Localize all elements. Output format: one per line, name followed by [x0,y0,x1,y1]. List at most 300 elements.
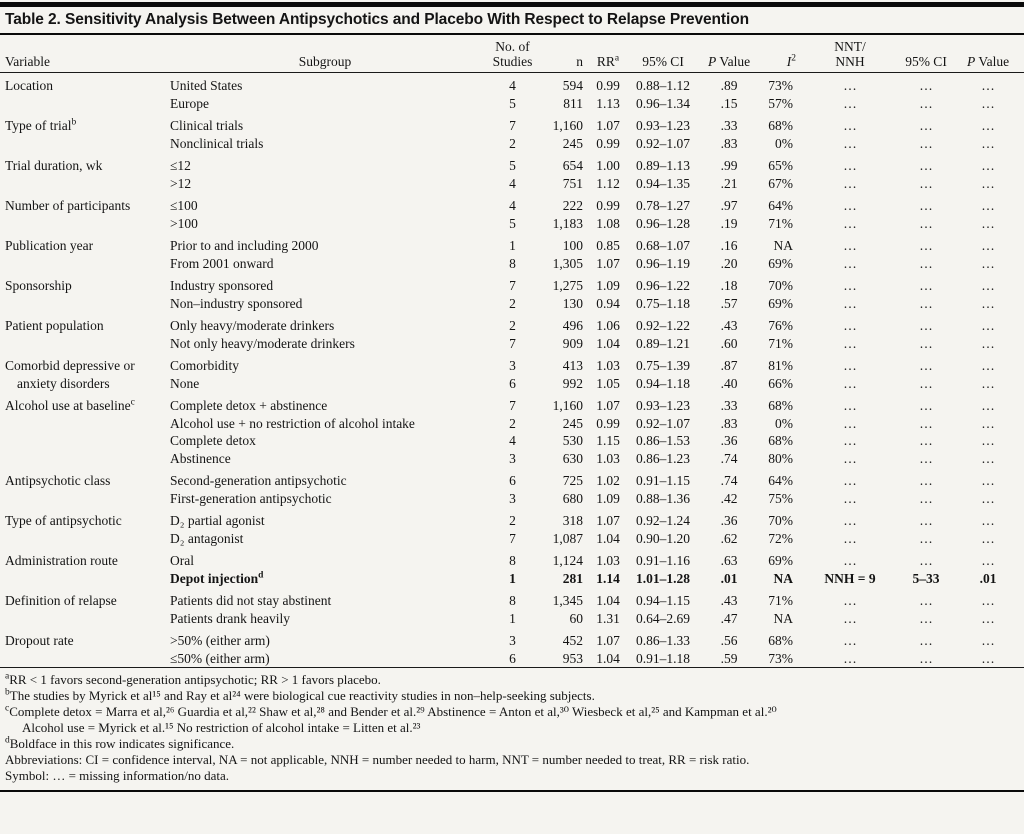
cell-rr: 1.00 [596,158,620,173]
cell-no-of-studies: 5 [509,158,516,173]
table-row [0,610,1024,628]
cell-no-of-studies: 2 [509,295,516,311]
bottom-rule [0,790,1024,792]
cell-95ci: 0.96–1.19 [636,255,690,271]
cell-variable: Type of antipsychotic [5,513,122,528]
cell-variable: Trial duration, wk [5,158,103,173]
cell-rr: 1.04 [596,593,620,608]
cell-p-value: .89 [720,78,738,93]
col-header-variable [0,35,170,73]
cell-n: 318 [562,513,583,528]
table-row [0,570,1024,588]
cell-p-value: .15 [720,95,738,111]
cell-95ci: 0.86–1.23 [636,450,690,466]
cell-subgroup: None [170,375,200,391]
cell-i-squared: 80% [768,450,793,466]
cell-p-value: .21 [720,175,738,191]
cell-nnt-nnh: NNH = 9 [824,570,876,586]
cell-95ci: 0.94–1.35 [636,175,690,191]
cell-p-value: .01 [720,570,738,586]
cell-subgroup: Second-generation antipsychotic [170,473,347,488]
cell-subgroup: Not only heavy/moderate drinkers [170,335,355,351]
cell-p-value: .47 [720,610,738,626]
cell-no-of-studies: 8 [509,255,516,271]
cell-i-squared: 64% [768,473,793,488]
col-header-label: Variable [5,54,50,69]
cell-95ci: 0.78–1.27 [636,198,690,213]
cell-p-value-2: … [981,158,995,173]
cell-i-squared: NA [773,610,793,626]
table-row [0,192,1024,215]
cell-i-squared: 68% [768,433,793,448]
cell-95ci: 0.94–1.18 [636,375,690,391]
footnote: $^c$Complete detox = Marra et al,²⁶ Guardia et al,²² Shaw et al,²⁸ and Bender et al.²⁹ Abstinence = Anton et al,³⁰ Wiesbeck et al,²⁵ and Kampman et al.²⁰ [5,703,777,719]
cell-95ci-2: … [919,513,933,528]
footnote: Alcohol use = Myrick et al.¹⁵ No restriction of alcohol intake = Litten et al.²³ [22,720,421,735]
cell-95ci: 0.90–1.20 [636,530,690,546]
col-header-n [545,35,588,73]
cell-i-squared: 67% [768,175,793,191]
cell-nnt-nnh: … [843,318,857,333]
cell-n: 100 [562,238,583,253]
cell-i-squared: 71% [768,335,793,351]
col-header-label: n [576,54,583,69]
cell-p-value-2: … [981,215,995,231]
table-row [0,232,1024,255]
cell-variable: Location [5,78,53,93]
cell-nnt-nnh: … [843,238,857,253]
cell-95ci: 0.91–1.15 [636,473,690,488]
cell-n: 496 [562,318,583,333]
cell-95ci-2: … [919,118,933,133]
cell-95ci: 0.96–1.28 [636,215,690,231]
col-header-p-value [698,35,760,73]
cell-subgroup: ≤50% (either arm) [170,650,270,666]
cell-nnt-nnh: … [843,158,857,173]
cell-p-value-2: … [981,238,995,253]
cell-p-value-2: … [981,278,995,293]
cell-p-value: .83 [720,135,738,151]
cell-i-squared: 70% [768,278,793,293]
cell-p-value: .43 [720,593,738,608]
cell-no-of-studies: 3 [509,358,516,373]
cell-n: 630 [562,450,583,466]
col-header-subgroup [170,35,480,73]
cell-variable: Patient population [5,318,104,333]
cell-p-value: .42 [720,490,738,506]
table-row [0,335,1024,353]
cell-p-value: .16 [720,238,738,253]
cell-i-squared: 57% [768,95,793,111]
cell-variable [0,135,170,153]
cell-p-value-2: … [981,610,995,626]
cell-nnt-nnh: … [843,473,857,488]
cell-no-of-studies: 5 [509,215,516,231]
cell-i-squared: 73% [768,78,793,93]
cell-n: 1,124 [552,553,583,568]
cell-p-value-2: … [981,513,995,528]
table-row [0,255,1024,273]
cell-95ci-2: … [919,318,933,333]
cell-p-value-2: … [981,473,995,488]
cell-p-value-2: … [981,78,995,93]
cell-p-value-2: … [981,95,995,111]
col-header-label: Subgroup [298,54,352,69]
cell-i-squared: NA [773,570,793,586]
cell-i-squared: 68% [768,633,793,648]
cell-p-value: .19 [720,215,738,231]
cell-p-value-2: … [981,198,995,213]
cell-variable [0,530,170,548]
col-header-no-of-studies [480,35,545,73]
cell-rr: 1.13 [596,95,620,111]
cell-n: 811 [563,95,583,111]
cell-p-value-2: … [981,553,995,568]
cell-95ci-2: … [919,135,933,151]
cell-no-of-studies: 4 [509,433,516,448]
cell-p-value-2: … [981,175,995,191]
col-header-label: Studies [492,54,533,69]
cell-95ci-2: … [919,358,933,373]
cell-variable [0,335,170,353]
cell-variable: Comorbid depressive or [5,358,135,373]
cell-i-squared: 71% [768,215,793,231]
cell-95ci-2: … [919,78,933,93]
cell-no-of-studies: 7 [509,530,516,546]
cell-variable: Alcohol use at baseline$^c$ [5,397,135,413]
cell-n: 1,087 [552,530,583,546]
cell-95ci-2: … [919,215,933,231]
cell-subgroup: From 2001 onward [170,255,274,271]
cell-p-value: .40 [720,375,738,391]
cell-rr: 1.09 [596,278,620,293]
cell-nnt-nnh: … [843,135,857,151]
col-header-95ci-2: 95% CI [900,35,952,73]
cell-rr: 1.05 [596,375,620,391]
cell-nnt-nnh: … [843,198,857,213]
cell-95ci: 0.86–1.33 [636,633,690,648]
cell-i-squared: 73% [768,650,793,666]
footnote: $^a$RR < 1 favors second-generation antipsychotic; RR > 1 favors placebo. [5,671,381,687]
cell-95ci-2: … [919,198,933,213]
cell-nnt-nnh: … [843,175,857,191]
cell-no-of-studies: 2 [509,318,516,333]
cell-subgroup: Only heavy/moderate drinkers [170,318,335,333]
col-header-p-value-2 [952,35,1024,73]
cell-95ci-2: … [919,473,933,488]
cell-rr: 1.03 [596,450,620,466]
cell-p-value-2: … [981,650,995,666]
cell-rr: 1.04 [596,650,620,666]
cell-95ci: 0.93–1.23 [636,118,690,133]
cell-subgroup: Non–industry sponsored [170,295,303,311]
cell-n: 245 [562,415,583,431]
cell-95ci: 0.86–1.53 [636,433,690,448]
table-row [0,547,1024,570]
cell-p-value: .36 [720,513,738,528]
table-row [0,73,1024,95]
cell-nnt-nnh: … [843,278,857,293]
cell-p-value-2: … [981,255,995,271]
cell-95ci-2: … [919,335,933,351]
footnote: Symbol: … = missing information/no data. [5,768,229,783]
cell-p-value-2: … [981,135,995,151]
cell-no-of-studies: 3 [509,490,516,506]
cell-subgroup: Alcohol use + no restriction of alcohol intake [170,415,415,431]
col-header-95ci: 95% CI [628,35,698,73]
footnotes [0,668,1024,789]
cell-p-value: .74 [720,450,738,466]
cell-i-squared: NA [773,238,793,253]
cell-95ci: 0.89–1.21 [636,335,690,351]
cell-subgroup: ≤100 [170,198,198,213]
cell-95ci: 0.75–1.18 [636,295,690,311]
cell-95ci: 0.92–1.22 [636,318,690,333]
cell-rr: 1.04 [596,335,620,351]
table-row [0,375,1024,393]
cell-no-of-studies: 1 [509,570,516,586]
cell-variable [0,450,170,468]
cell-n: 1,160 [552,118,583,133]
cell-p-value-2: … [981,398,995,413]
col-header-nnt-nnh [800,35,900,73]
cell-nnt-nnh: … [843,610,857,626]
cell-variable [0,610,170,628]
cell-i-squared: 69% [768,553,793,568]
cell-95ci: 0.92–1.07 [636,415,690,431]
cell-p-value: .57 [720,295,738,311]
cell-95ci: 0.88–1.36 [636,490,690,506]
cell-n: 452 [562,633,583,648]
cell-p-value: .87 [720,358,738,373]
table-row [0,650,1024,668]
cell-rr: 1.12 [596,175,620,191]
cell-variable: Number of participants [5,198,131,213]
cell-no-of-studies: 7 [509,335,516,351]
table-row [0,312,1024,335]
cell-n: 909 [562,335,583,351]
cell-subgroup: Comorbidity [170,358,240,373]
table-row [0,392,1024,415]
cell-nnt-nnh: … [843,650,857,666]
cell-95ci-2: … [919,610,933,626]
cell-p-value-2: .01 [979,570,997,586]
cell-nnt-nnh: … [843,513,857,528]
cell-rr: 1.14 [596,570,620,586]
cell-95ci-2: … [919,375,933,391]
cell-i-squared: 0% [775,415,793,431]
cell-p-value-2: … [981,415,995,431]
table-row [0,627,1024,650]
cell-i-squared: 69% [768,295,793,311]
cell-95ci-2: … [919,398,933,413]
table-row [0,467,1024,490]
cell-subgroup: Clinical trials [170,118,244,133]
cell-subgroup: Patients did not stay abstinent [170,593,332,608]
cell-95ci: 0.91–1.18 [636,650,690,666]
cell-i-squared: 76% [768,318,793,333]
cell-95ci-2: … [919,158,933,173]
cell-nnt-nnh: … [843,398,857,413]
cell-variable: anxiety disorders [17,375,110,391]
cell-95ci: 0.92–1.07 [636,135,690,151]
cell-variable: Publication year [5,238,94,253]
cell-nnt-nnh: … [843,433,857,448]
cell-rr: 1.03 [596,553,620,568]
col-header-label: RR [596,54,615,69]
col-header-i-squared [760,35,800,73]
col-header-label: NNH [835,54,865,69]
cell-no-of-studies: 1 [509,610,516,626]
cell-p-value: .36 [720,433,738,448]
cell-p-value: .18 [720,278,738,293]
cell-n: 1,183 [552,215,583,231]
cell-subgroup: Oral [170,553,194,568]
cell-rr: 0.99 [596,78,620,93]
cell-rr: 0.85 [596,238,620,253]
cell-no-of-studies: 3 [509,633,516,648]
cell-95ci: 1.01–1.28 [636,570,690,586]
cell-p-value: .60 [720,335,738,351]
cell-95ci-2: 5–33 [912,570,940,586]
cell-rr: 1.09 [596,490,620,506]
cell-95ci: 0.88–1.12 [636,78,690,93]
cell-subgroup: ≤12 [170,158,191,173]
cell-nnt-nnh: … [843,415,857,431]
cell-n: 725 [562,473,583,488]
table-row [0,152,1024,175]
cell-variable [0,215,170,233]
table-row [0,272,1024,295]
cell-p-value: .63 [720,553,738,568]
cell-rr: 0.99 [596,135,620,151]
cell-nnt-nnh: … [843,633,857,648]
cell-subgroup: United States [170,78,243,93]
footnote: Abbreviations: CI = confidence interval, NA = not applicable, NNH = number needed to harm, NNT = number needed to treat, RR = risk ratio. [5,752,750,767]
cell-i-squared: 68% [768,118,793,133]
cell-nnt-nnh: … [843,335,857,351]
cell-rr: 1.07 [596,255,620,271]
cell-p-value: .33 [720,118,738,133]
cell-95ci-2: … [919,433,933,448]
cell-n: 245 [562,135,583,151]
cell-subgroup: D₂ antagonist [170,530,244,546]
cell-p-value: .43 [720,318,738,333]
cell-variable [0,295,170,313]
cell-p-value-2: … [981,358,995,373]
cell-nnt-nnh: … [843,375,857,391]
cell-no-of-studies: 7 [509,398,516,413]
cell-i-squared: 81% [768,358,793,373]
cell-rr: 1.06 [596,318,620,333]
table-row [0,175,1024,193]
cell-95ci: 0.75–1.39 [636,358,690,373]
cell-rr: 1.04 [596,530,620,546]
cell-i-squared: 72% [768,530,793,546]
table-row [0,450,1024,468]
cell-subgroup: Prior to and including 2000 [170,238,319,253]
cell-p-value-2: … [981,530,995,546]
cell-subgroup: Complete detox [170,433,256,448]
cell-variable: Antipsychotic class [5,473,111,488]
cell-nnt-nnh: … [843,530,857,546]
cell-n: 1,305 [552,255,583,271]
col-header-label: 2 [791,53,796,64]
cell-rr: 1.15 [596,433,620,448]
cell-variable: Dropout rate [5,633,74,648]
cell-nnt-nnh: … [843,593,857,608]
table-row [0,112,1024,135]
col-header-label: I [786,54,792,69]
cell-variable [0,95,170,113]
cell-no-of-studies: 6 [509,473,516,488]
cell-rr: 1.31 [596,610,620,626]
cell-95ci-2: … [919,415,933,431]
cell-p-value-2: … [981,490,995,506]
cell-i-squared: 69% [768,255,793,271]
cell-95ci-2: … [919,175,933,191]
cell-subgroup: Depot injection$^d$ [170,570,264,586]
cell-variable [0,415,170,433]
cell-95ci: 0.91–1.16 [636,553,690,568]
col-header-rr [588,35,628,73]
cell-95ci: 0.92–1.24 [636,513,690,528]
col-header-label: No. of [495,39,530,54]
cell-95ci-2: … [919,295,933,311]
cell-no-of-studies: 2 [509,513,516,528]
cell-n: 530 [562,433,583,448]
table-row [0,530,1024,548]
cell-95ci-2: … [919,650,933,666]
cell-i-squared: 75% [768,490,793,506]
cell-i-squared: 66% [768,375,793,391]
cell-subgroup: >12 [170,175,192,191]
cell-p-value: .20 [720,255,738,271]
cell-no-of-studies: 2 [509,135,516,151]
cell-subgroup: First-generation antipsychotic [170,490,332,506]
table-row [0,135,1024,153]
cell-i-squared: 0% [775,135,793,151]
cell-subgroup: Complete detox + abstinence [170,398,328,413]
cell-p-value-2: … [981,633,995,648]
col-header-label: P [707,54,717,69]
cell-no-of-studies: 8 [509,553,516,568]
cell-p-value: .83 [720,415,738,431]
col-header-label: NNT/ [834,39,866,54]
col-header-label: P [966,54,976,69]
cell-no-of-studies: 1 [509,238,516,253]
footnote: $^d$Boldface in this row indicates significance. [5,735,235,751]
cell-p-value-2: … [981,375,995,391]
cell-p-value: .59 [720,650,738,666]
cell-p-value: .56 [720,633,738,648]
cell-p-value: .97 [720,198,738,213]
cell-variable [0,570,170,588]
cell-n: 594 [562,78,583,93]
cell-p-value: .99 [720,158,738,173]
cell-subgroup: Abstinence [170,450,231,466]
footnote-marker: a [614,53,620,64]
cell-95ci: 0.94–1.15 [636,593,690,608]
cell-rr: 0.99 [596,415,620,431]
cell-nnt-nnh: … [843,295,857,311]
cell-no-of-studies: 7 [509,278,516,293]
cell-n: 953 [562,650,583,666]
cell-rr: 1.07 [596,633,620,648]
cell-p-value: .33 [720,398,738,413]
cell-p-value-2: … [981,318,995,333]
cell-95ci-2: … [919,278,933,293]
